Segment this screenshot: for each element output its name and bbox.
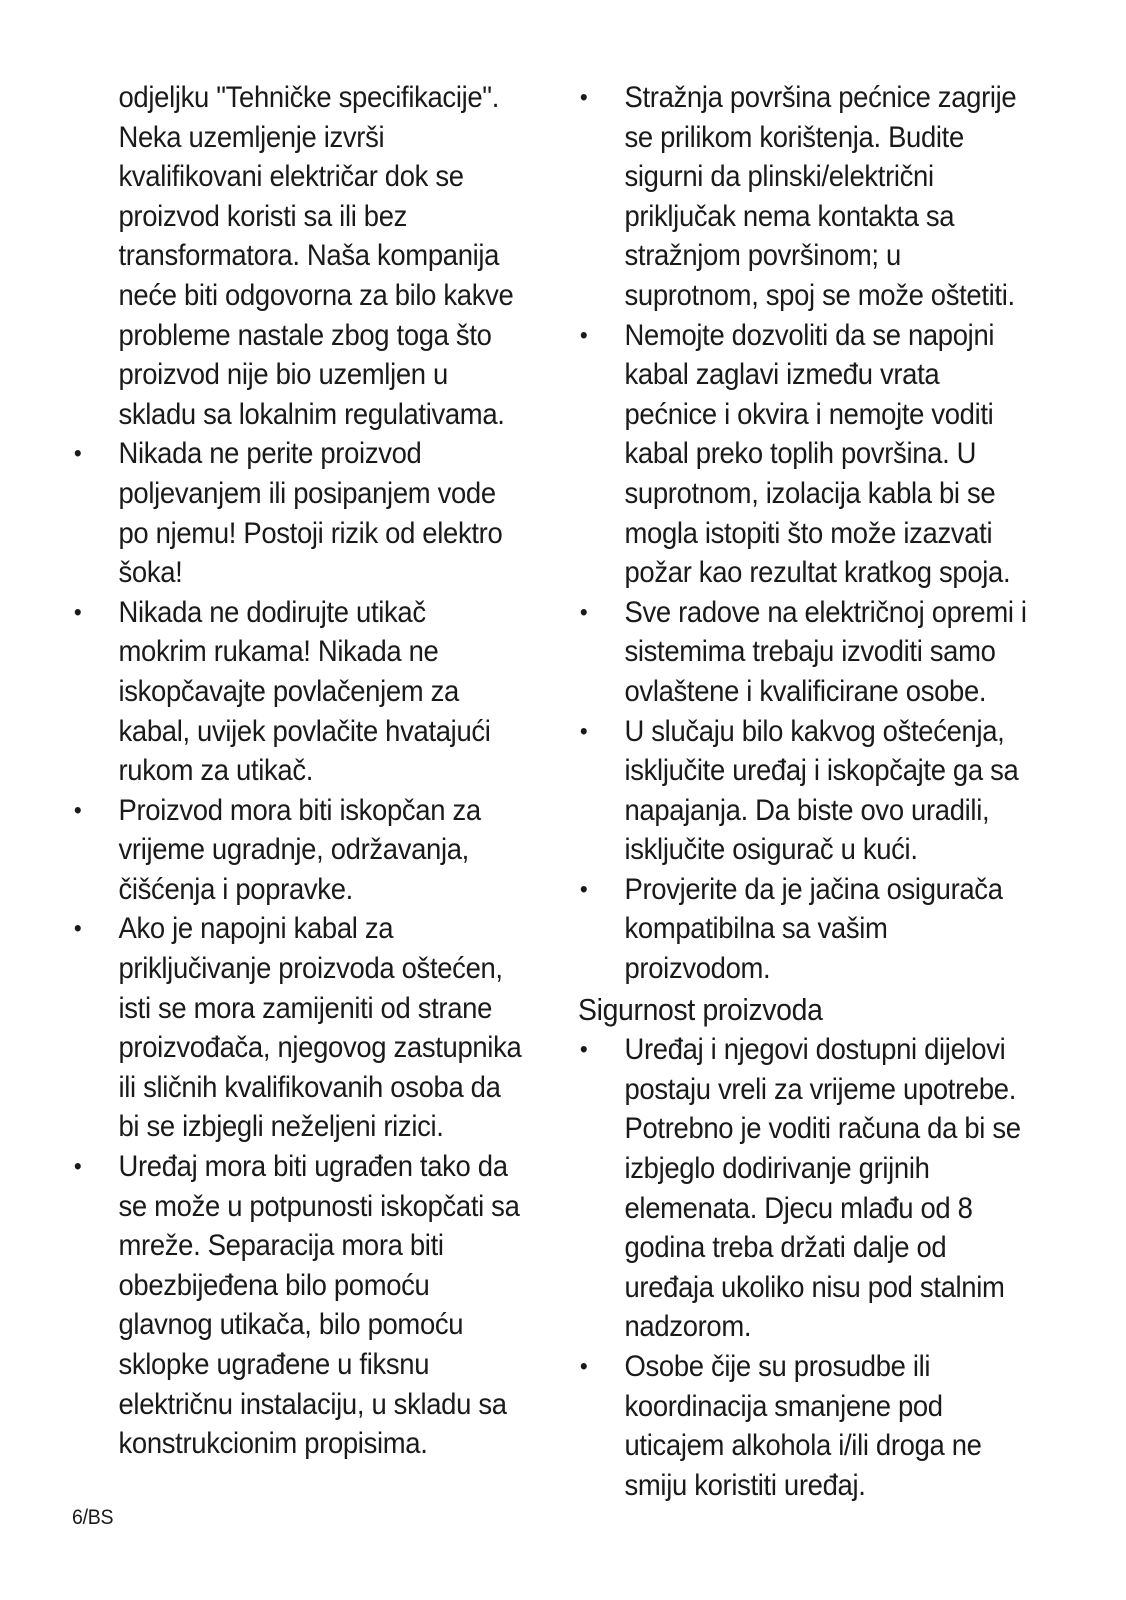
bullet-icon: •	[73, 440, 82, 468]
page-number: 6/BS	[72, 1506, 114, 1529]
bullet-item	[72, 909, 537, 1147]
text-line: se prilikom korištenja. Budite	[624, 120, 964, 154]
bullet-text	[119, 434, 538, 592]
text-line: proizvođača, njegovog zastupnika	[118, 1031, 522, 1065]
bullet-icon: •	[73, 598, 82, 626]
text-line: rukom za utikač.	[118, 754, 314, 788]
text-line: požar kao rezultat kratkog spoja.	[624, 556, 1011, 590]
bullet-item	[578, 593, 1054, 712]
text-line: transformatora. Naša kompanija	[118, 239, 500, 273]
bullet-text	[625, 712, 1055, 870]
text-line: Potrebno je voditi računa da bi se	[624, 1112, 1021, 1146]
text-line: mokrim rukama! Nikada ne	[118, 635, 439, 669]
bullet-text	[119, 593, 538, 791]
text-line: elemenata. Djecu mlađu od 8	[624, 1191, 973, 1225]
text-line: po njemu! Postoji rizik od elektro	[118, 516, 503, 550]
text-line: Osobe čije su prosudbe ili	[624, 1350, 931, 1383]
bullet-text	[119, 1147, 538, 1464]
section-heading: Sigurnost proizvoda	[578, 992, 823, 1027]
text-line: konstrukcionim propisima.	[118, 1427, 428, 1461]
text-line: suprotnom, izolacija kabla bi se	[624, 476, 996, 510]
text-line: Sve radove na električnoj opremi i	[624, 595, 1027, 629]
text-line: proizvod nije bio uzemljen u	[118, 358, 448, 392]
bullet-item	[578, 870, 1054, 989]
bullet-text	[625, 1030, 1055, 1347]
text-line: uređaja ukoliko nisu pod stalnim	[624, 1270, 1005, 1304]
bullet-item	[72, 593, 537, 791]
text-line: Ako je napojni kabal za	[118, 912, 394, 946]
bullet-item	[72, 434, 537, 592]
text-line: napajanja. Da biste ovo uradili,	[624, 793, 990, 827]
text-line: ili sličnih kvalifikovanih osoba da	[118, 1070, 501, 1104]
left-column	[72, 78, 537, 1464]
text-line: odjeljku "Tehničke specifikacije".	[118, 81, 500, 114]
bullet-icon: •	[579, 84, 588, 111]
bullet-text	[625, 593, 1055, 712]
text-line: isključite uređaj i iskopčajte ga sa	[624, 754, 1019, 788]
bullet-icon: •	[579, 321, 588, 349]
text-line: proizvodom.	[624, 952, 771, 986]
text-line: pećnice i okvira i nemojte voditi	[624, 397, 994, 431]
bullet-icon: •	[579, 598, 588, 626]
text-line: ovlaštene i kvalificirane osobe.	[624, 674, 987, 708]
text-line: postaju vreli za vrijeme upotrebe.	[624, 1072, 1017, 1106]
text-line: kvalifikovani električar dok se	[118, 160, 464, 194]
bullet-text	[625, 78, 1055, 316]
bullet-icon: •	[73, 796, 82, 824]
text-line: skladu sa lokalnim regulativama.	[118, 397, 505, 431]
continuation-paragraph	[72, 78, 537, 434]
text-line: mreže. Separacija mora biti	[118, 1229, 444, 1263]
text-line: isključite osigurač u kući.	[624, 833, 918, 867]
text-line: kabal preko toplih površina. U	[624, 437, 977, 471]
text-line: obezbijeđena bilo pomoću	[118, 1268, 430, 1302]
text-line: šoka!	[118, 556, 183, 590]
bullet-item	[578, 316, 1054, 593]
text-line: Uređaj i njegovi dostupni dijelovi	[624, 1033, 1006, 1067]
text-line: glavnog utikača, bilo pomoću	[118, 1308, 464, 1342]
bullet-text	[119, 909, 538, 1147]
text-line: priključak nema kontakta sa	[624, 199, 955, 233]
text-line: nadzorom.	[624, 1310, 752, 1344]
bullet-item	[578, 712, 1054, 870]
text-line: neće biti odgovorna za bilo kakve	[118, 278, 514, 312]
bullet-text	[625, 316, 1055, 593]
bullet-icon: •	[73, 915, 82, 943]
text-line: sistemima trebaju izvoditi samo	[624, 635, 996, 669]
text-line: iskopčavajte povlačenjem za	[118, 674, 459, 708]
text-line: električnu instalaciju, u skladu sa	[118, 1387, 507, 1421]
text-line: sigurni da plinski/električni	[624, 160, 934, 194]
text-line: Nikada ne dodirujte utikač	[118, 595, 426, 629]
text-line: U slučaju bilo kakvog oštećenja,	[624, 714, 1005, 748]
bullet-text	[625, 1347, 1055, 1505]
text-line: kabal zaglavi između vrata	[624, 358, 940, 392]
text-line: Proizvod mora biti iskopčan za	[118, 793, 481, 827]
bullet-text	[119, 791, 538, 910]
bullet-icon: •	[579, 875, 588, 903]
bullet-item	[578, 1030, 1054, 1347]
text-line: mogla istopiti što može izazvati	[624, 516, 993, 550]
bullet-text	[625, 870, 1055, 989]
text-line: Uređaj mora biti ugrađen tako da	[118, 1150, 508, 1184]
text-line: Stražnja površina pećnice zagrije	[624, 81, 1017, 114]
text-line: se može u potpunosti iskopčati sa	[118, 1189, 520, 1223]
text-line: vrijeme ugradnje, održavanja,	[118, 833, 469, 867]
text-line: izbjeglo dodirivanje grijnih	[624, 1152, 930, 1186]
text-line: bi se izbjegli neželjeni rizici.	[118, 1110, 444, 1144]
text-line: Provjerite da je jačina osigurača	[624, 872, 1003, 906]
bullet-item	[578, 1347, 1054, 1505]
bullet-item	[578, 78, 1054, 316]
text-line: stražnjom površinom; u	[624, 239, 901, 273]
bullet-icon: •	[73, 1153, 82, 1181]
bullet-icon: •	[579, 1036, 588, 1064]
text-line: isti se mora zamijeniti od strane	[118, 991, 492, 1025]
text-line: kompatibilna sa vašim	[624, 912, 888, 946]
text-line: čišćenja i popravke.	[118, 872, 353, 906]
bullet-icon: •	[579, 1353, 588, 1380]
text-line: smiju koristiti uređaj.	[624, 1468, 866, 1502]
text-line: uticajem alkohola i/ili droga ne	[624, 1429, 982, 1463]
text-line: Nemojte dozvoliti da se napojni	[624, 318, 995, 352]
bullet-icon: •	[579, 717, 588, 745]
text-line: probleme nastale zbog toga što	[118, 318, 492, 352]
text-line: kabal, uvijek povlačite hvatajući	[118, 714, 491, 748]
text-line: priključivanje proizvoda oštećen,	[118, 952, 503, 986]
text-line: proizvod koristi sa ili bez	[118, 199, 408, 233]
text-line: Nikada ne perite proizvod	[118, 437, 422, 471]
bullet-item	[72, 1147, 537, 1464]
right-column	[578, 78, 1054, 1505]
text-line: poljevanjem ili posipanjem vode	[118, 476, 496, 510]
text-line: sklopke ugrađene u fiksnu	[118, 1348, 430, 1381]
text-line: Neka uzemljenje izvrši	[118, 120, 385, 154]
text-line: koordinacija smanjene pod	[624, 1389, 943, 1423]
text-line: suprotnom, spoj se može oštetiti.	[624, 278, 1015, 312]
text-line: godina treba držati dalje od	[624, 1231, 947, 1265]
bullet-item	[72, 791, 537, 910]
